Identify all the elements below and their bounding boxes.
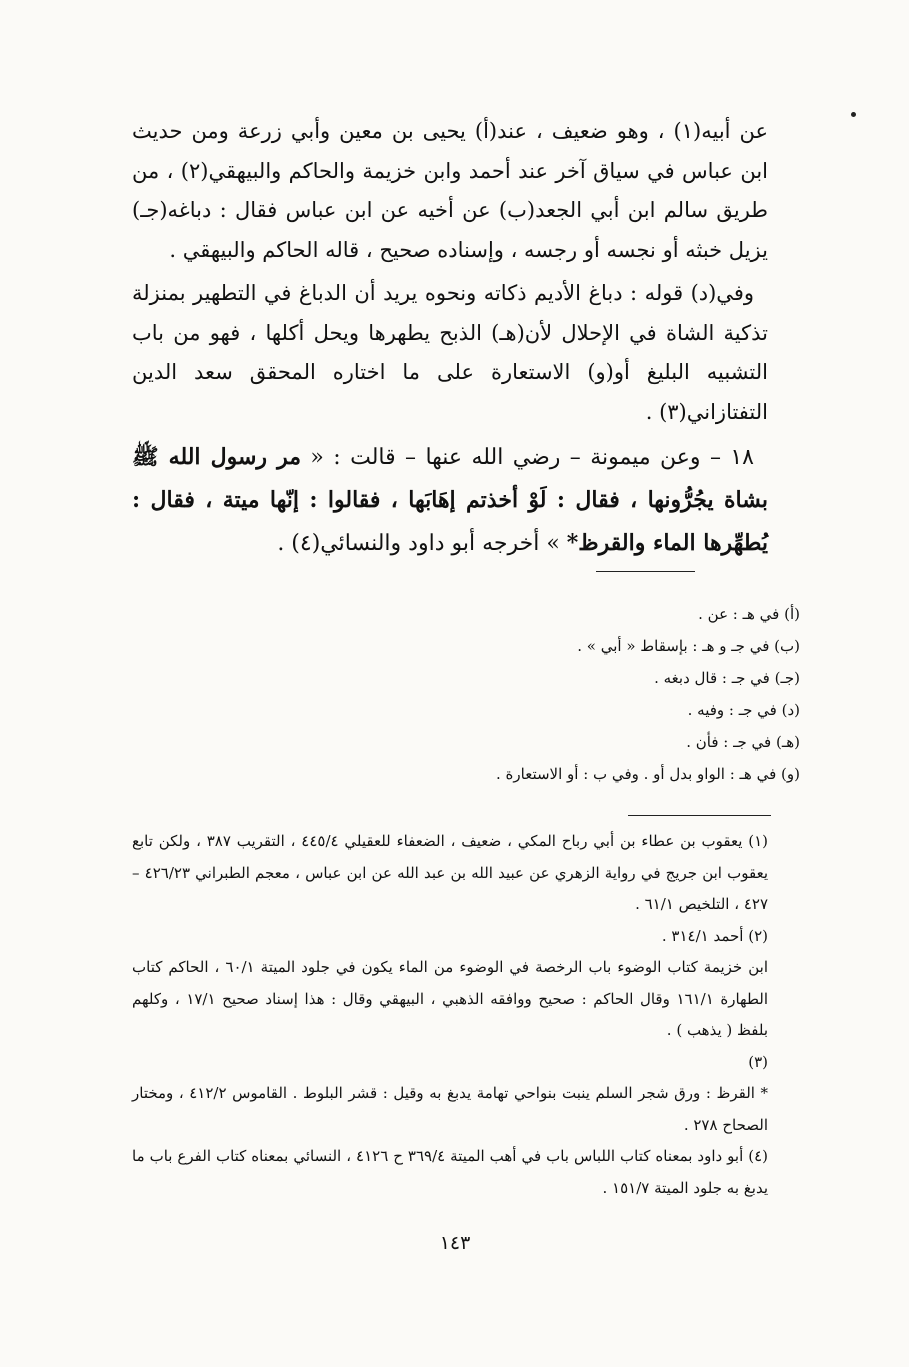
hadith-intro: ١٨ – وعن ميمونة – رضي الله عنها – قالت : « xyxy=(310,445,754,470)
variant-item: (د) في جـ : وفيه . xyxy=(687,701,800,719)
hadith-text: مر رسول الله ﷺ بشاة يجُرُّونها ، فقال : لَوْ أخذتم إهَابَها ، فقالوا : إنّها ميتة ، فقال : يُطهِّرها الماء والقرظ* xyxy=(132,444,768,556)
footnote-3: (٣) xyxy=(748,1052,768,1071)
paragraph-1: عن أبيه(١) ، وهو ضعيف ، عند(أ) يحيى بن معين وأبي زرعة ومن حديث ابن عباس في سياق آخر عند أحمد وابن خزيمة والحاكم والبيهقي(٢) ، من طريق سالم ابن أبي الجعد(ب) عن أخيه عن ابن عباس فقال : دباغه(جـ) يزيل خبثه أو نجسه أو رجسه ، وإسناده صحيح ، قاله الحاكم والبيهقي . xyxy=(132,119,768,262)
footnote-2: (٢) أحمد ٣١٤/١ . xyxy=(661,926,768,945)
footnote-4: (٤) أبو داود بمعناه كتاب اللباس باب في أهب الميتة ٣٦٩/٤ ح ٤١٢٦ ، النسائي بمعناه كتاب الفرع باب ما يدبغ به جلود الميتة ١٥١/٧ . xyxy=(132,1147,768,1197)
variant-item: (أ) في هـ : عن . xyxy=(698,605,800,623)
separator-rule-1 xyxy=(596,571,695,572)
variant-readings xyxy=(440,598,800,790)
page-number: ١٤٣ xyxy=(439,1232,471,1254)
hadith-18 xyxy=(132,436,768,565)
margin-dot xyxy=(851,112,856,117)
footnote-1: (١) يعقوب بن عطاء بن أبي رباح المكي ، ضعيف ، الضعفاء للعقيلي ٤٤٥/٤ ، التقريب ٣٨٧ ، ولكن تابع يعقوب ابن جريج في رواية الزهري عن عبيد الله بن عبد الله عن ابن عباس ، معجم الطبراني ٤٢٦/٢٣ – ٤٢٧ ، التلخيص ٦١/١ . xyxy=(132,832,768,913)
hadith-source: » أخرجه أبو داود والنسائي(٤) . xyxy=(277,531,560,556)
main-text xyxy=(132,112,768,565)
variant-item: (جـ) في جـ : قال دبغه . xyxy=(654,669,800,687)
footnote-2-cont: ابن خزيمة كتاب الوضوء باب الرخصة في الوضوء من الماء يكون في جلود الميتة ٦٠/١ ، الحاكم كتاب الطهارة ١٦١/١ وقال الحاكم : صحيح ووافقه الذهبي ، البيهقي وقال : هذا إسناد صحيح ١٧/١ ، وكلهم بلفظ ( يذهب ) . xyxy=(132,958,768,1039)
variant-item: (هـ) في جـ : فأن . xyxy=(686,733,800,751)
variant-item: (ب) في جـ و هـ : بإسقاط « أبي » . xyxy=(577,637,800,655)
separator-rule-2 xyxy=(628,815,771,816)
paragraph-2: وفي(د) قوله : دباغ الأديم ذكاته ونحوه يريد أن الدباغ في التطهير بمنزلة تذكية الشاة في الإحلال لأن(هـ) الذبح يطهرها ويحل أكلها ، فهو من باب التشبيه البليغ أو(و) الاستعارة على ما اختاره المحقق سعد الدين التفتازاني(٣) . xyxy=(132,281,768,424)
footnote-qaraz: * القرظ : ورق شجر السلم ينبت بنواحي تهامة يدبغ به وقيل : قشر البلوط . القاموس ٤١٢/٢ ، ومختار الصحاح ٢٧٨ . xyxy=(132,1084,768,1134)
variant-item: (و) في هـ : الواو بدل أو . وفي ب : أو الاستعارة . xyxy=(496,765,800,783)
footnotes xyxy=(132,826,768,1204)
